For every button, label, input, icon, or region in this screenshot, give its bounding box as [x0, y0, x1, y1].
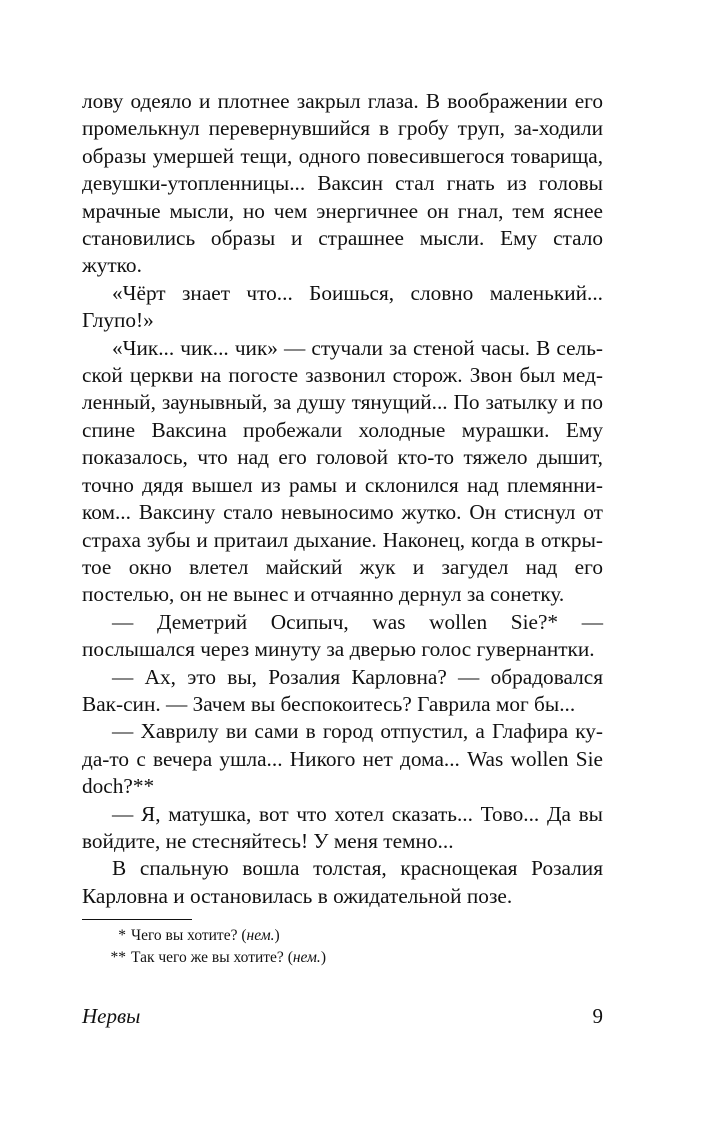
paragraph — [82, 609, 603, 664]
footnote-close-paren: ) — [274, 927, 280, 944]
footnote-language: нем. — [292, 949, 321, 966]
footnote-close-paren: ) — [320, 949, 326, 966]
text-line: — Хаврилу ви сами в город отпустил, а Глафира ку- — [112, 719, 603, 744]
text-line: по спине Ваксина пробежали холодные мурашки. Ему — [82, 390, 604, 442]
footnote-language: нем. — [246, 927, 275, 944]
text-line: — Я, матушка, вот что хотел сказать... Тово... Да вы — [112, 801, 603, 826]
footnote-text — [131, 925, 280, 947]
text-line: через минуту за дверью голос гувернантки. — [200, 637, 595, 662]
paragraph — [82, 335, 603, 609]
text-line: его промелькнул перевернувшийся в гробу труп, за- — [82, 89, 603, 141]
text-line: «Чик... чик... чик» — стучали за стеной часы. В сель- — [112, 335, 603, 360]
paragraph — [82, 718, 603, 800]
page-number: 9 — [592, 1004, 603, 1028]
text-line: Глупо!» — [82, 308, 154, 333]
text-line: страха зубы и притаил дыхание. Наконец, когда в откры- — [82, 527, 603, 552]
text-line: — Ах, это вы, Розалия Карловна? — обрадовался Вак- — [82, 664, 603, 716]
paragraph — [82, 664, 603, 719]
text-line: да-то с вечера ушла... Никого нет дома... Was wollen Sie — [82, 746, 603, 771]
footnote-body: Так чего же вы хотите? ( — [131, 949, 293, 966]
running-title: Нервы — [82, 1004, 141, 1028]
text-line: он не вынес и отчаянно дернул за сонетку. — [179, 582, 565, 607]
footnotes — [82, 925, 603, 969]
text-line: ходили образы умершей тещи, одного повесившегося — [82, 116, 603, 168]
footnote — [82, 925, 603, 947]
text-line: «Чёрт знает что... Боишься, словно маленький... — [112, 280, 603, 305]
text-line: ком... Ваксину стало невыносимо жутко. Он стиснул от — [82, 500, 603, 525]
text-line: Карловна и остановилась в ожидательной позе. — [82, 883, 513, 908]
text-line: doch?** — [82, 774, 155, 799]
text-line: В спальную вошла толстая, краснощекая Розалия — [112, 856, 603, 881]
text-line: ской церкви на погосте зазвонил сторож. Звон был мед- — [82, 363, 603, 388]
text-line: тое окно влетел майский жук и загудел над его постелью, — [82, 554, 603, 607]
text-line: тем яснее становились образы и страшнее мысли. Ему — [82, 198, 603, 251]
text-line: — Деметрий Осипыч, was wollen Sie?* — послышался — [82, 609, 603, 662]
body-text — [82, 88, 603, 910]
paragraph — [82, 280, 603, 335]
text-line: ленный, заунывный, за душу тянущий... По затылку и — [82, 390, 576, 415]
text-line: показалось, что над его головой кто-то тяжело дышит, — [82, 445, 603, 470]
text-line: товарища, девушки-утопленницы... Ваксин стал гнать — [82, 143, 604, 196]
footnote-divider — [82, 919, 192, 920]
paragraph — [82, 88, 603, 280]
paragraph — [82, 855, 603, 910]
footnote-mark: ** — [110, 949, 126, 966]
text-line: син. — Зачем вы беспокоитесь? Гаврила мог бы... — [123, 691, 576, 716]
footnote-body: Чего вы хотите? ( — [131, 927, 247, 944]
footnote-text — [131, 947, 326, 969]
text-line: войдите, не стесняйтесь! У меня темно... — [82, 828, 454, 853]
text-line: лову одеяло и плотнее закрыл глаза. В воображении — [82, 89, 568, 113]
text-line: точно дядя вышел из рамы и склонился над племянни- — [82, 472, 603, 497]
text-line: стало жутко. — [82, 226, 604, 278]
paragraph — [82, 801, 603, 856]
text-line: из головы мрачные мысли, но чем энергичнее он гнал, — [82, 171, 603, 223]
footnote — [82, 947, 603, 969]
footnote-mark: * — [118, 927, 126, 944]
